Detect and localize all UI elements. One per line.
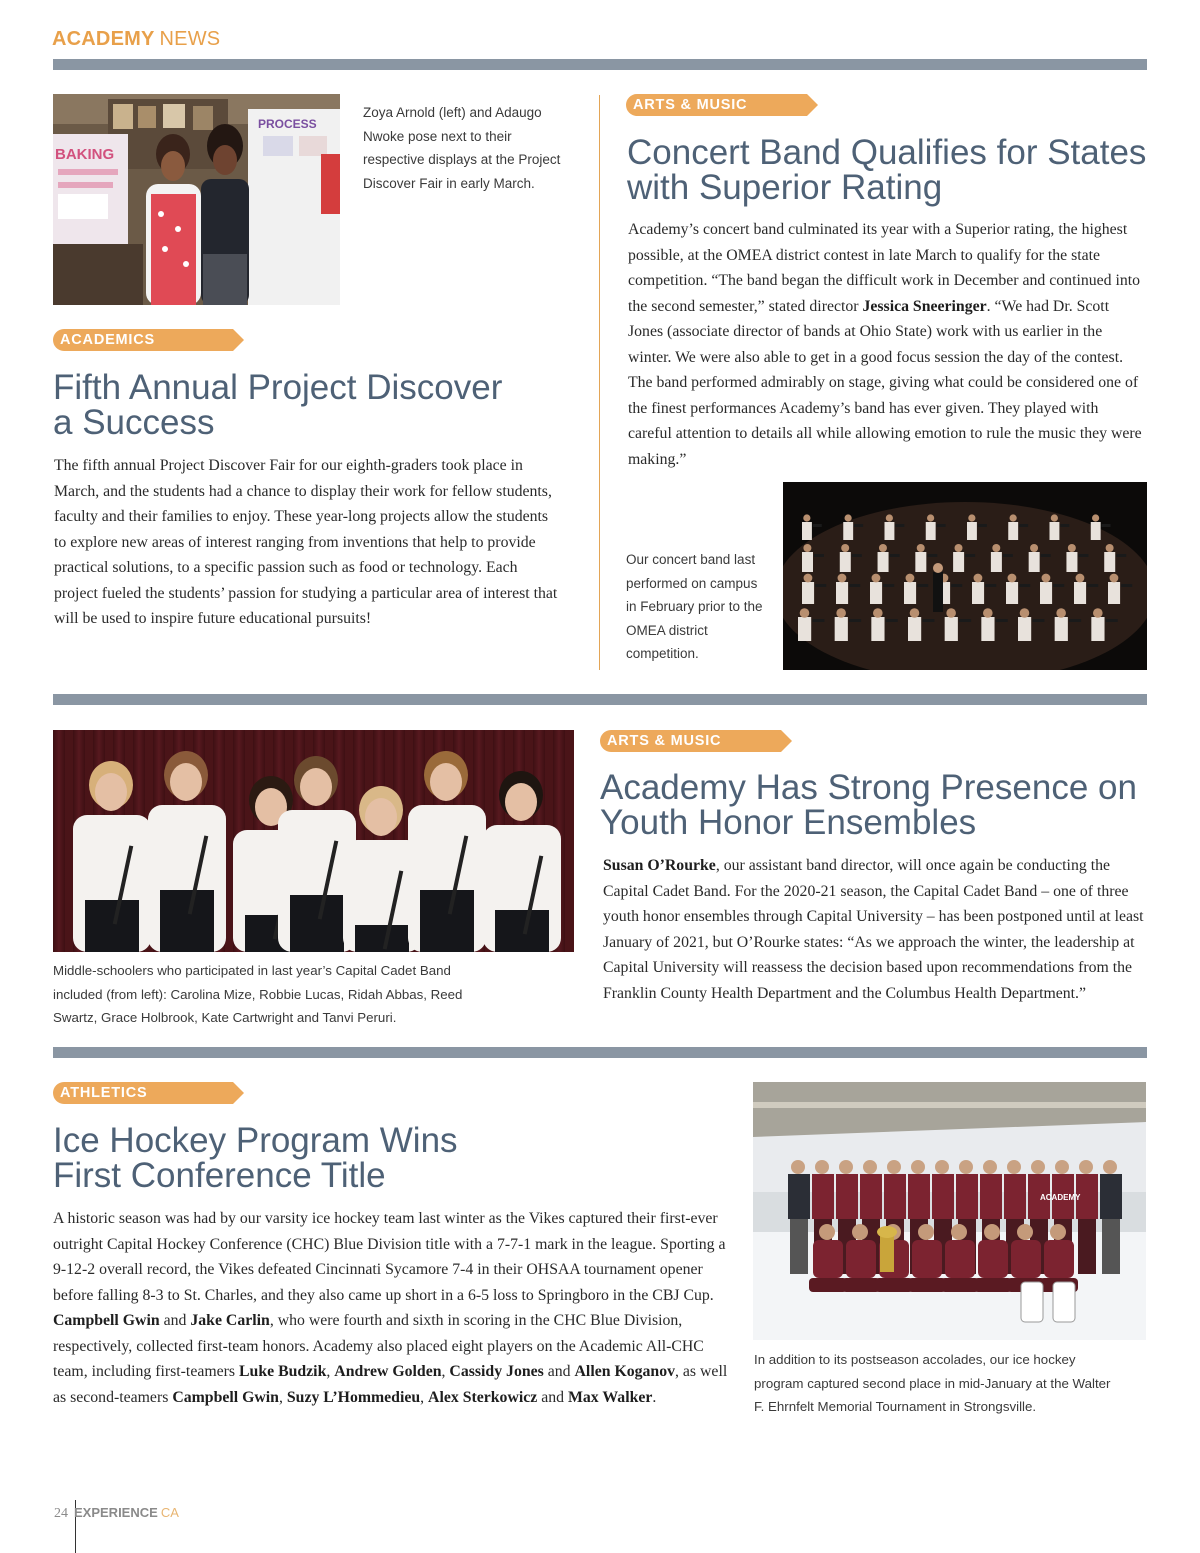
body-text: . bbox=[652, 1388, 657, 1406]
process-poster-text: PROCESS bbox=[258, 117, 317, 131]
goalie-pad bbox=[1053, 1282, 1075, 1322]
category-tag-academics: ACADEMICS bbox=[53, 329, 233, 351]
article-body-youth-honor bbox=[603, 853, 1147, 1006]
player-name: Andrew Golden bbox=[334, 1363, 442, 1380]
body-text: Academy’s concert band culminated its year with a Superior rating, the highest possible, at the OMEA district contest in late March to qualify for the state competition. “The band began the difficult work in December and continued into the second semester,” stated director bbox=[628, 221, 1141, 315]
section-header-news: NEWS bbox=[159, 28, 221, 50]
project-discover-photo bbox=[53, 94, 340, 305]
body-text: , as well as second-teamers bbox=[53, 1363, 728, 1406]
director-name: Susan O’Rourke bbox=[603, 857, 716, 874]
ice-hockey-caption: In addition to its postseason accolades, our ice hockey program captured second place in mid-January at the Walter F. Ehrnfelt Memorial Tournament in Strongsville. bbox=[754, 1352, 1111, 1414]
player-name: Max Walker bbox=[568, 1388, 653, 1406]
player-name: Allen Koganov bbox=[574, 1363, 676, 1380]
article-body-ice-hockey bbox=[53, 1206, 728, 1410]
footer-publication: EXPERIENCE bbox=[74, 1505, 158, 1520]
body-text: , bbox=[278, 1388, 287, 1406]
ice-hockey-team-photo bbox=[753, 1082, 1146, 1340]
body-text: , bbox=[441, 1363, 450, 1380]
jersey-lettering: ACADEMY bbox=[1040, 1193, 1081, 1202]
title-line: Academy Has Strong Presence on bbox=[600, 768, 1137, 807]
page-number: 24 bbox=[54, 1506, 68, 1521]
article-title-ice-hockey bbox=[53, 1123, 613, 1193]
article-body-concert-band bbox=[628, 217, 1143, 472]
article-title-project-discover bbox=[53, 370, 593, 440]
section-header-academy: ACADEMY bbox=[52, 28, 155, 50]
title-line: Fifth Annual Project Discover bbox=[53, 368, 503, 407]
body-text: and bbox=[543, 1363, 575, 1380]
cadet-band-caption: Middle-schoolers who participated in last year’s Capital Cadet Band included (from left): Carolina Mize, Robbie Lucas, Ridah Abbas, Reed Swartz, Grace Holbrook, Kate Cartwright and Tanvi Peruri. bbox=[53, 963, 463, 1025]
section-divider bbox=[53, 1047, 1147, 1058]
player-name: Luke Budzik bbox=[239, 1363, 327, 1380]
player-name: Campbell Gwin bbox=[172, 1388, 279, 1406]
page-footer bbox=[54, 1505, 179, 1522]
player-name: Alex Sterkowicz bbox=[428, 1388, 538, 1406]
category-tag-athletics: ATHLETICS bbox=[53, 1082, 233, 1104]
body-text: and bbox=[159, 1312, 191, 1329]
concert-band-caption: Our concert band last performed on campus in February prior to the OMEA district competition. bbox=[626, 552, 763, 661]
player-name: Suzy L’Hommedieu bbox=[286, 1388, 421, 1406]
concert-band-photo bbox=[783, 482, 1147, 670]
body-text: , our assistant band director, will once again be conducting the Capital Cadet Band. For the 2020-21 season, the Capital Cadet Band – one of three youth honor ensembles through Capital University – has been postponed until at least January of 2021, but O’Rourke states: “As we approach the winter, the leadership at Capital University will reassess the decision based upon recommendations from the Franklin County Health Department and the Columbus Health Department.” bbox=[603, 857, 1144, 1002]
title-line: with Superior Rating bbox=[627, 168, 943, 207]
top-divider bbox=[53, 59, 1147, 70]
player-name: Campbell Gwin bbox=[53, 1312, 160, 1329]
player-name: Jake Carlin bbox=[190, 1312, 270, 1329]
hockey-player-figure bbox=[788, 1160, 810, 1274]
title-line: Concert Band Qualifies for States bbox=[627, 133, 1147, 172]
footer-publication-suffix: CA bbox=[160, 1505, 179, 1520]
hockey-player-figure bbox=[1076, 1160, 1098, 1274]
category-tag-arts-music: ARTS & MUSIC bbox=[600, 730, 781, 752]
title-line: First Conference Title bbox=[53, 1156, 386, 1195]
title-line: a Success bbox=[53, 403, 215, 442]
body-text: . “We had Dr. Scott Jones (associate director of bands at Ohio State) work with us earlier in the winter. We were also able to get in a good focus session the day of the contest. The band performed admirably on stage, giving what could be considered one of the finest performances Academy’s band has ever given. They played with careful attention to details all while allowing emotion to rule the music they were making.” bbox=[628, 297, 1142, 468]
curtain-fold bbox=[53, 730, 65, 952]
hockey-player-figure bbox=[1100, 1160, 1122, 1274]
player-name: Cassidy Jones bbox=[449, 1363, 544, 1380]
body-text: , bbox=[326, 1363, 335, 1380]
title-line: Youth Honor Ensembles bbox=[600, 803, 977, 842]
director-name: Jessica Sneeringer bbox=[862, 297, 987, 315]
project-discover-caption: Zoya Arnold (left) and Adaugo Nwoke pose next to their respective displays at the Project Discover Fair in early March. bbox=[363, 105, 561, 191]
cadet-band-photo bbox=[53, 730, 574, 952]
column-divider bbox=[599, 95, 600, 670]
body-text: and bbox=[537, 1388, 568, 1406]
article-title-youth-honor bbox=[600, 770, 1160, 840]
title-line: Ice Hockey Program Wins bbox=[53, 1121, 458, 1160]
body-text: , bbox=[420, 1388, 429, 1406]
category-tag-arts-music: ARTS & MUSIC bbox=[626, 94, 807, 116]
section-header bbox=[52, 28, 220, 51]
body-text: , who were fourth and sixth in scoring in the CHC Blue Division, respectively, collected first-team honors. Academy also placed eight players on the Academic All-CHC team, including first-teamers bbox=[53, 1312, 704, 1380]
goalie-pad bbox=[1021, 1282, 1043, 1322]
section-divider bbox=[53, 694, 1147, 705]
article-body-project-discover: The fifth annual Project Discover Fair for our eighth-graders took place in March, and the students had a chance to display their work for fellow students, faculty and their families to enjoy. These year-long projects allow the students to explore new areas of interest ranging from inventions that help to provide practical solutions, to a specific passion such as food or technology. Each project fueled the students’ passion for studying a particular area of interest that will be used to inspire future educational pursuits! bbox=[54, 457, 558, 627]
body-text: A historic season was had by our varsity ice hockey team last winter as the Vikes captured their first-ever outright Capital Hockey Conference (CHC) Blue Division title with a 7-7-1 mark in the league. Sporting a 9-12-2 overall record, the Vikes defeated Cincinnati Sycamore 7-4 in their OHSAA tournament opener before falling 8-3 to St. Charles, and they also came up short in a 6-5 loss to Springboro in the CBJ Cup. bbox=[53, 1210, 726, 1304]
article-title-concert-band bbox=[627, 135, 1157, 205]
baking-poster-text: BAKING bbox=[55, 146, 115, 163]
